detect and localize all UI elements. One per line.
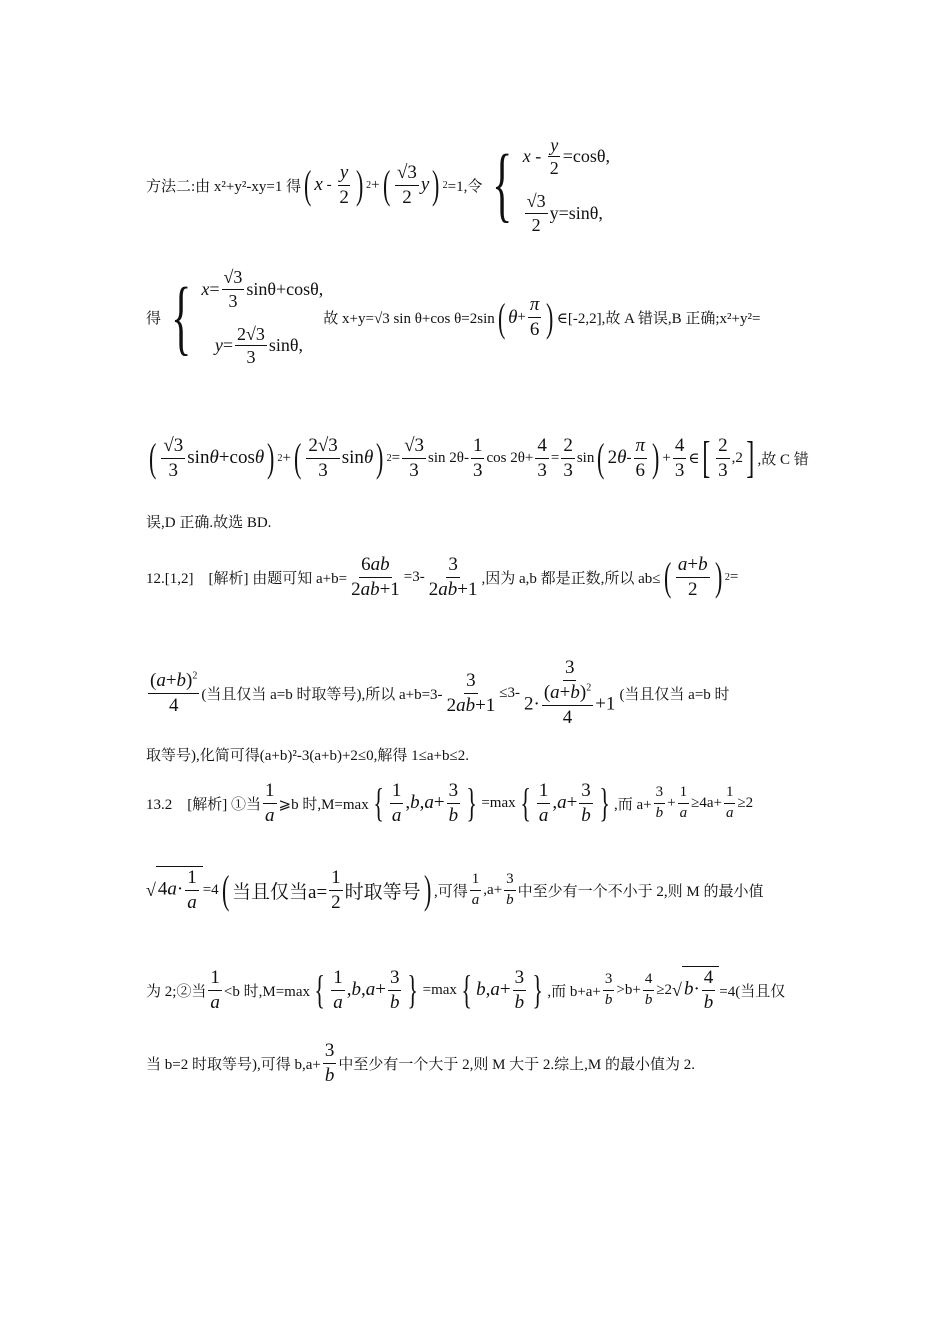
text-segment: ,因为 a,b 都是正数,所以 ab≤ — [481, 570, 661, 587]
paragraph-square-sum: ( $\frac{√3}{3}$ sin θ +cos θ ) 2 + ( $\frac{2√3}{3}$ sin θ ) 2 = $\frac{√3}{3}$ sin 2θ- $\frac{1}{3}$ cos 2θ+ $\frac{4}{3}$ = $\frac{2}{3}$ sin ( 2 θ - $\frac{\pi}{6}$ ) + $\frac{4}{3}$ ∈ [ $\frac{2}{3}$ ,2 ] ,故 C 错 — [148, 433, 809, 482]
text-segment: =max — [422, 981, 457, 998]
paragraph-problem-13: 13.2 [解析] ①当 $\frac{1}{a}$ ⩾b 时,M=max { $\frac{1}{a}$ ,b,a+ $\frac{3}{b}$ } =max { $\frac{1}{a}$ ,a+ $\frac{3}{b}$ } ,而 a+ $\frac{3}{b}$ + $\frac{1}{a}$ ≥4a+ $\frac{1}{a}$ ≥2 — [146, 779, 754, 826]
text-segment: y=sinθ, — [549, 202, 603, 223]
text-segment: >b+ — [616, 981, 641, 998]
text-segment: 13.2 [解析] ①当 — [146, 796, 261, 813]
equation-system-1: x - $\frac{y}{2}$ =cosθ, $\frac{√3}{2}$ y=sinθ, — [522, 134, 610, 235]
paragraph-problem-12: 12.[1,2] [解析] 由题可知 a+b= $\frac{6ab}{2ab+1}$ =3- $\frac{3}{2ab+1}$ ,因为 a,b 都是正数,所以 ab≤ ( $\frac{a+b}{2}$ ) 2 = — [146, 553, 739, 600]
text-segment: cos 2θ+ — [486, 449, 534, 466]
text-segment: ∈[-2,2],故 A 错误,B 正确;x²+y²= — [556, 311, 761, 327]
paragraph-problem-12-end — [146, 741, 810, 767]
text-segment: 当且仅当a= — [232, 881, 328, 903]
text-segment: 误,D 正确.故选 BD. — [146, 514, 272, 531]
text-segment: ,可得 — [434, 883, 468, 900]
text-segment: ,a+ — [483, 881, 503, 898]
text-segment: (当且仅当 a=b 时取等号),所以 a+b=3- — [201, 686, 443, 703]
text-segment: <b 时,M=max — [223, 983, 311, 1000]
text-segment: ⩾b 时,M=max — [278, 796, 369, 813]
paragraph-conclusion-11 — [146, 508, 810, 534]
text-segment: ,故 C 错 — [757, 451, 809, 468]
paragraph-method-two: 方法二:由 x²+y²-xy=1 得 ( x - $\frac{y}{2}$ ) 2 + ( $\frac{√3}{2}$ y ) 2 =1,令 { x - $\frac{y}{2}$ =cosθ, $\frac{√3}{2}$ y=sinθ, — [146, 134, 610, 235]
text-segment: 方法二:由 x²+y²-xy=1 得 — [146, 178, 302, 195]
text-segment: 中至少有一个不小于 2,则 M 的最小值 — [517, 883, 764, 900]
text-segment: =max — [481, 794, 516, 811]
paragraph-problem-13-end: 当 b=2 时取等号),可得 b,a+ $\frac{3}{b}$ 中至少有一个大于 2,则 M 大于 2.综上,M 的最小值为 2. — [146, 1039, 696, 1086]
text-segment: ,而 a+ — [614, 796, 652, 813]
text-segment: 时取等号 — [344, 881, 421, 903]
text-segment: 为 2;②当 — [146, 983, 207, 1000]
text-segment: sin 2θ- — [428, 449, 469, 466]
text-segment: =cosθ, — [562, 146, 610, 167]
text-segment: 当 b=2 时取等号),可得 b,a+ — [146, 1056, 321, 1073]
text-segment: 得 — [146, 311, 162, 327]
text-segment: =3- — [403, 568, 425, 585]
text-segment: (当且仅当 a=b 时 — [619, 686, 730, 703]
paragraph-problem-13-cont: √ 4a· $\frac{1}{a}$ =4 ( 当且仅当a= $\frac{1}{2}$ 时取等号 ) ,可得 $\frac{1}{a}$ ,a+ $\frac{3}{b}$ 中至少有一个不小于 2,则 M 的最小值 — [146, 866, 764, 913]
text-segment: ≥4a+ — [691, 794, 722, 811]
text-segment: 中至少有一个大于 2,则 M 大于 2.综上,M 的最小值为 2. — [338, 1056, 696, 1073]
paragraph-problem-12-cont: $\frac{(a+b)^2}{4}$ (当且仅当 a=b 时取等号),所以 a+b=3- $\frac{3}{2ab+1}$ ≤3- 3 2· $\frac{(a+b)^2}{4}$ +1 (当且仅当 a=b 时 — [150, 657, 730, 728]
text-segment: =4 — [202, 881, 219, 898]
text-segment: =1,令 — [447, 178, 483, 195]
text-segment: sinθ, — [268, 335, 304, 356]
text-segment: sinθ+cosθ, — [246, 278, 324, 299]
text-segment: 故 x+y=√3 sin θ+cos θ=2sin — [323, 311, 495, 327]
text-segment: ≥2 — [737, 794, 754, 811]
paragraph-problem-13-case2: 为 2;②当 $\frac{1}{a}$ <b 时,M=max { $\frac{1}{a}$ ,b,a+ $\frac{3}{b}$ } =max { b,a+ $\frac{3}{b}$ } ,而 b+a+ $\frac{3}{b}$ >b+ $\frac{4}{b}$ ≥2 √ b· $\frac{4}{b}$ =4(当且仅 — [146, 966, 786, 1013]
text-segment: 取等号),化简可得(a+b)²-3(a+b)+2≤0,解得 1≤a+b≤2. — [146, 747, 469, 764]
paragraph-solution-system: 得 { x = $\frac{√3}{3}$ sinθ+cosθ, y = $\frac{2√3}{3}$ sinθ, 故 x+y=√3 sin θ+cos θ=2sin ( θ + $\frac{\pi}{6}$ ) ∈[-2,2],故 A 错误,B 正确;x²+y²= — [146, 267, 761, 368]
text-segment: ≥2 — [656, 981, 673, 998]
equation-system-2: x = $\frac{√3}{3}$ sinθ+cosθ, y = $\frac{2√3}{3}$ sinθ, — [201, 267, 324, 368]
text-segment: ,而 b+a+ — [547, 983, 601, 1000]
text-segment: 12.[1,2] [解析] 由题可知 a+b= — [146, 570, 348, 587]
text-segment: =4(当且仅 — [719, 983, 786, 1000]
